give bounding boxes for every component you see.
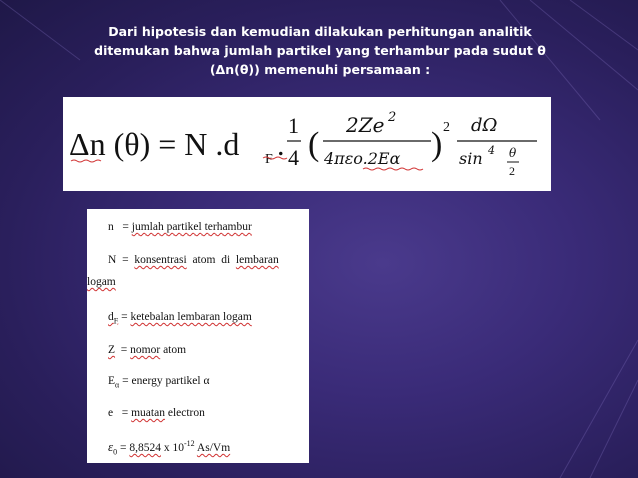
frac3-numerator: dΩ	[471, 115, 498, 136]
equation-svg	[63, 97, 551, 191]
def-Ea: $E_\alpha$ = energy partikel α	[108, 375, 210, 390]
def-dF: $d_F$ = ketebalan lembaran logam	[108, 311, 252, 326]
heading-line-1: Dari hipotesis dan kemudian dilakukan perhitungan analitik	[108, 24, 532, 39]
equation-lhs: Δn (θ) = N .d	[69, 126, 240, 162]
equation-lhs-sub: F	[265, 152, 273, 167]
two-symbol: 2	[509, 164, 515, 178]
slide-heading	[40, 22, 600, 79]
def-e: e = muatan electron	[108, 407, 205, 419]
def-N-cont: logam	[87, 276, 116, 288]
frac2-denominator: 4πεo.2Eα	[324, 149, 401, 168]
frac1-numerator: 1	[288, 113, 299, 138]
heading-line-3: (Δn(θ)) memenuhi persamaan :	[209, 62, 431, 77]
equation-dot: .	[277, 129, 285, 162]
theta-symbol: θ	[509, 146, 517, 160]
close-paren: )	[431, 126, 443, 163]
def-N: N = konsentrasi atom di lembaran	[108, 254, 279, 266]
def-n: n = jumlah partikel terhambur	[108, 221, 252, 233]
equation-image	[63, 97, 551, 191]
frac2-numerator: 2Ze	[346, 113, 385, 137]
heading-line-2: ditemukan bahwa jumlah partikel yang terhambur pada sudut θ	[94, 43, 546, 58]
frac3-denominator-sup: 4	[488, 144, 495, 157]
frac1-denominator: 4	[288, 145, 299, 170]
open-paren: (	[308, 126, 320, 163]
frac2-numerator-sup: 2	[388, 110, 397, 125]
definitions-panel	[87, 209, 309, 463]
def-epsilon: $\varepsilon_0 = 8,8524$ x $10^{-12}$ As/Vm	[108, 439, 231, 457]
def-Z: Z = nomor atom	[108, 344, 187, 356]
frac3-denominator: sin	[459, 149, 483, 168]
power-two: 2	[443, 120, 450, 135]
